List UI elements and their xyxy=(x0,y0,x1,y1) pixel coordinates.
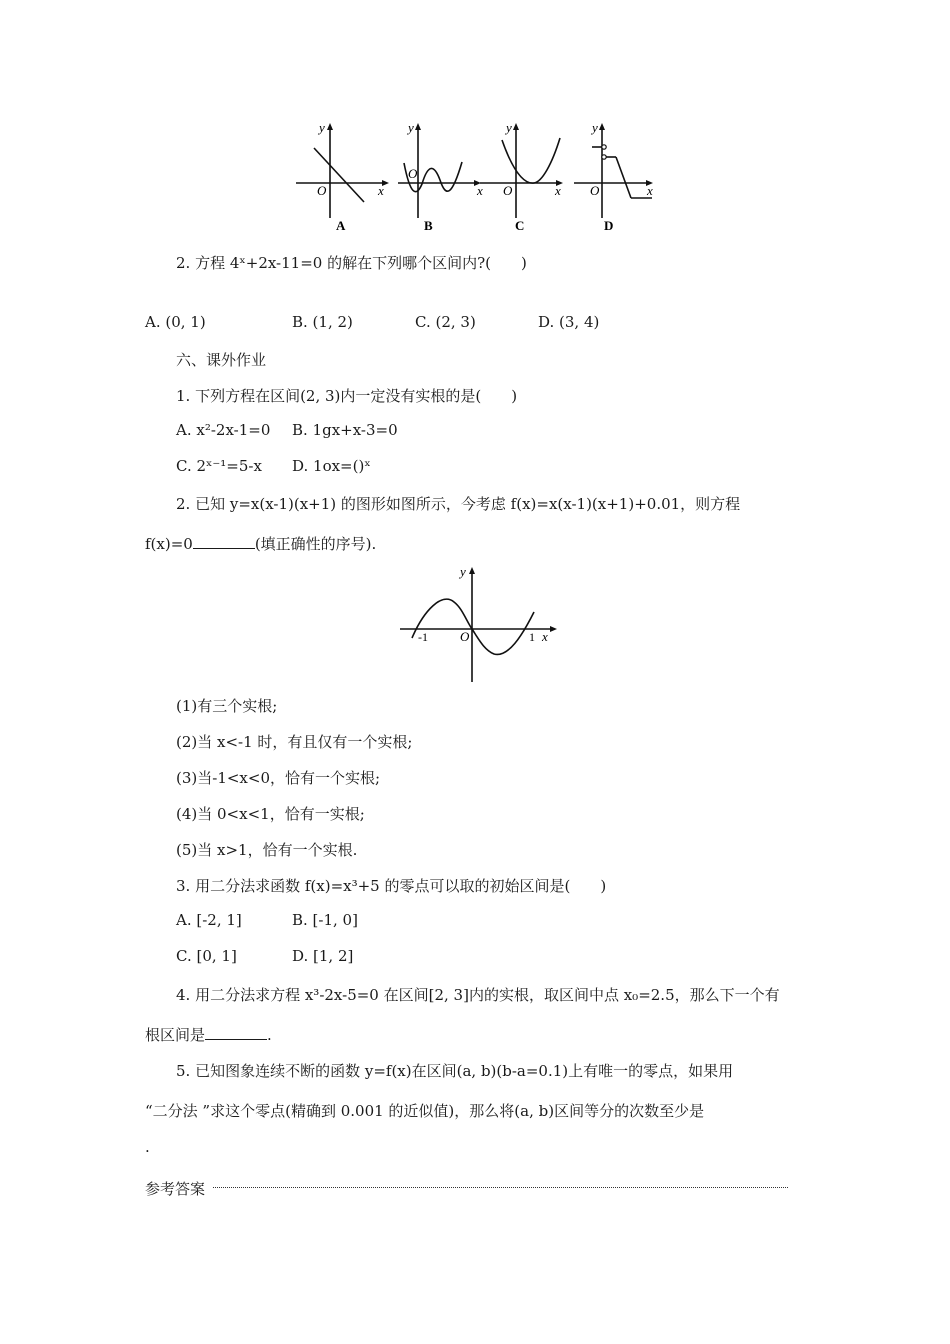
graph-c-label: C xyxy=(515,218,525,233)
section-title: 六、课外作业 xyxy=(176,351,267,369)
hw2-fig-tick-neg: -1 xyxy=(418,630,428,644)
answer-divider xyxy=(213,1186,788,1188)
svg-text:O: O xyxy=(503,183,513,198)
hw5-line1: 5. 已知图象连续不断的函数 y=f(x)在区间(a, b)(b-a=0.1)上有唯一的零点，如果用 xyxy=(176,1062,734,1080)
svg-text:O: O xyxy=(408,166,418,181)
hw2-instruction: (填正确性的序号). xyxy=(254,535,377,553)
hw2-statement-4: (4)当 0<x<1，恰有一实根; xyxy=(176,805,365,823)
hw3-option-b: B. [-1, 0] xyxy=(292,911,358,929)
svg-text:y: y xyxy=(408,120,414,135)
hw2-fig-y-label: y xyxy=(460,564,466,579)
hw3-option-a: A. [-2, 1] xyxy=(176,911,242,929)
svg-text:x: x xyxy=(477,183,483,198)
graph-d-label: D xyxy=(604,218,614,233)
svg-text:x: x xyxy=(555,183,561,198)
hw1-option-a: A. x²-2x-1=0 xyxy=(176,421,271,439)
hw4-answer-blank[interactable] xyxy=(205,1025,267,1040)
graph-a-x-label: x xyxy=(378,183,384,198)
hw3-option-c: C. [0, 1] xyxy=(176,947,237,965)
q2-prev-option-c: C. (2, 3) xyxy=(415,313,476,331)
top-figure xyxy=(290,118,660,238)
hw3-text: 3. 用二分法求函数 f(x)=x³+5 的零点可以取的初始区间是( ) xyxy=(176,877,607,895)
hw5-line2: “二分法 ”求这个零点(精确到 0.001 的近似值)，那么将(a, b)区间等分的次数至少是 xyxy=(145,1102,705,1120)
hw2-statement-5: (5)当 x>1，恰有一个实根. xyxy=(176,841,358,859)
hw1-option-d: D. 1ox=()ˣ xyxy=(292,457,371,475)
hw2-fig-x-label: x xyxy=(542,629,548,644)
graph-a-label: A xyxy=(336,218,346,233)
hw4-line2: 根区间是 . xyxy=(145,1026,272,1044)
graph-d xyxy=(574,120,653,233)
graph-b xyxy=(398,120,483,233)
svg-text:y: y xyxy=(592,120,598,135)
graph-c xyxy=(480,120,563,233)
graph-a xyxy=(296,120,389,233)
hw2-statement-3: (3)当-1<x<0，恰有一个实根; xyxy=(176,769,381,787)
hw2-equation: f(x)=0 xyxy=(145,535,193,553)
hw1-text: 1. 下列方程在区间(2, 3)内一定没有实根的是( ) xyxy=(176,387,518,405)
hw2-answer-blank[interactable] xyxy=(193,534,255,549)
hw1-option-c: C. 2ˣ⁻¹=5-x xyxy=(176,457,262,475)
q2-prev-option-a: A. (0, 1) xyxy=(145,313,206,331)
svg-text:O: O xyxy=(590,183,600,198)
hw2-statement-1: (1)有三个实根; xyxy=(176,697,278,715)
hw2-line2 xyxy=(145,533,376,554)
hw2-cubic-figure xyxy=(396,562,560,684)
hw2-statement-2: (2)当 x<-1 时，有且仅有一个实根; xyxy=(176,733,413,751)
hw2-fig-tick-pos: 1 xyxy=(529,630,535,644)
svg-text:y: y xyxy=(506,120,512,135)
hw1-option-b: B. 1gx+x-3=0 xyxy=(292,421,398,439)
q2-prev-option-b: B. (1, 2) xyxy=(292,313,353,331)
graph-b-label: B xyxy=(424,218,433,233)
hw4-line1: 4. 用二分法求方程 x³-2x-5=0 在区间[2, 3]内的实根，取区间中点 x₀=2.5，那么下一个有 xyxy=(176,986,780,1004)
graph-a-y-label: y xyxy=(319,120,325,135)
q2-prev-option-d: D. (3, 4) xyxy=(538,313,600,331)
hw5-line3: . xyxy=(145,1138,150,1156)
q2-prev-text: 2. 方程 4ˣ+2x-11=0 的解在下列哪个区间内?( ) xyxy=(176,254,527,272)
hw2-fig-origin: O xyxy=(460,629,470,644)
hw2-line1: 2. 已知 y=x(x-1)(x+1) 的图形如图所示，今考虑 f(x)=x(x-1)(x+1)+0.01，则方程 xyxy=(176,495,741,513)
hw3-option-d: D. [1, 2] xyxy=(292,947,354,965)
hw4-prefix: 根区间是 xyxy=(145,1026,206,1044)
answer-heading: 参考答案 xyxy=(145,1180,206,1198)
svg-text:x: x xyxy=(647,183,653,198)
graph-a-origin: O xyxy=(317,183,327,198)
